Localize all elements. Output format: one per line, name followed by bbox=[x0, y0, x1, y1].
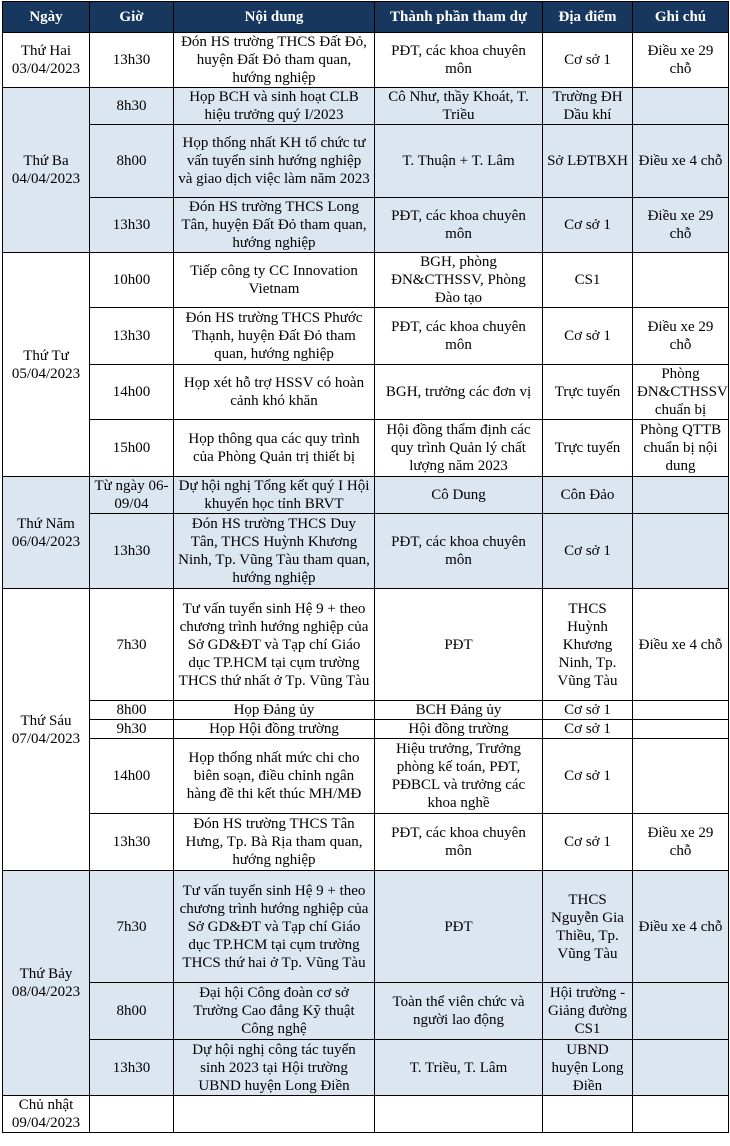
day-date: 03/04/2023 bbox=[11, 61, 81, 77]
note-cell bbox=[633, 1096, 729, 1133]
location-cell: Trực tuyến bbox=[543, 365, 633, 420]
time-cell: 7h30 bbox=[90, 589, 174, 701]
note-cell: Điều xe 4 chỗ bbox=[633, 871, 729, 983]
note-cell bbox=[633, 477, 729, 514]
attendees-cell: Cô Như, thầy Khoát, T. Triều bbox=[375, 88, 543, 125]
day-name: Thứ Ba bbox=[23, 153, 69, 169]
time-cell: 14h00 bbox=[90, 365, 174, 420]
day-name: Thứ Sáu bbox=[20, 712, 72, 729]
content-cell: Dự hội nghị công tác tuyển sinh 2023 tại Hội trường UBND huyện Long Điền bbox=[174, 1040, 375, 1096]
day-cell bbox=[3, 33, 90, 88]
schedule-row bbox=[3, 365, 729, 420]
location-cell: Sở LĐTBXH bbox=[543, 125, 633, 198]
attendees-cell: PĐT, các khoa chuyên môn bbox=[375, 198, 543, 253]
content-cell: Tư vấn tuyển sinh Hệ 9 + theo chương trình hướng nghiệp của Sở GD&ĐT và Tạp chí Giáo dục TP.HCM tại cụm trường THCS thứ nhất ở Tp. Vũng Tàu bbox=[174, 589, 375, 701]
schedule-row bbox=[3, 33, 729, 88]
time-cell: 8h00 bbox=[90, 125, 174, 198]
schedule-row bbox=[3, 198, 729, 253]
time-cell: 14h00 bbox=[90, 739, 174, 814]
schedule-row bbox=[3, 253, 729, 308]
attendees-cell: BCH Đảng ủy bbox=[375, 701, 543, 720]
time-cell: 13h30 bbox=[90, 308, 174, 365]
time-cell: 15h00 bbox=[90, 420, 174, 477]
day-date: 06/04/2023 bbox=[11, 533, 81, 550]
location-cell: Cơ sở 1 bbox=[543, 514, 633, 589]
location-cell: THCS Nguyễn Gia Thiều, Tp. Vũng Tàu bbox=[543, 871, 633, 983]
time-cell: 13h30 bbox=[90, 814, 174, 871]
day-cell bbox=[3, 589, 90, 871]
day-name: Thứ Bảy bbox=[19, 966, 73, 982]
time-cell: 7h30 bbox=[90, 871, 174, 983]
attendees-cell: Hội đồng trường bbox=[375, 720, 543, 739]
day-name: Thứ Tư bbox=[23, 347, 69, 364]
attendees-cell: Cô Dung bbox=[375, 477, 543, 514]
note-cell bbox=[633, 720, 729, 739]
content-cell: Đón HS trường THCS Duy Tân, THCS Huỳnh Khương Ninh, Tp. Vũng Tàu tham quan, hướng nghiệp bbox=[174, 514, 375, 589]
note-cell: Phòng QTTB chuẩn bị nội dung bbox=[633, 420, 729, 477]
time-cell: 13h30 bbox=[90, 514, 174, 589]
day-name: Thứ Hai bbox=[20, 43, 72, 59]
schedule-body bbox=[3, 33, 729, 1133]
schedule-row bbox=[3, 814, 729, 871]
note-cell bbox=[633, 253, 729, 308]
schedule-row bbox=[3, 983, 729, 1040]
schedule-row bbox=[3, 739, 729, 814]
content-cell: Họp Đảng ủy bbox=[174, 701, 375, 720]
time-cell: 8h00 bbox=[90, 983, 174, 1040]
attendees-cell: T. Triều, T. Lâm bbox=[375, 1040, 543, 1096]
attendees-cell: T. Thuận + T. Lâm bbox=[375, 125, 543, 198]
schedule-row bbox=[3, 871, 729, 983]
time-cell: 8h00 bbox=[90, 701, 174, 720]
note-cell bbox=[633, 1040, 729, 1096]
note-cell bbox=[633, 739, 729, 814]
schedule-row bbox=[3, 720, 729, 739]
day-name: Chủ nhật bbox=[18, 1097, 74, 1113]
location-cell: Cơ sở 1 bbox=[543, 814, 633, 871]
time-cell: 13h30 bbox=[90, 198, 174, 253]
day-date: 05/04/2023 bbox=[11, 365, 81, 382]
attendees-cell: Toàn thể viên chức và người lao động bbox=[375, 983, 543, 1040]
content-cell: Đón HS trường THCS Đất Đỏ, huyện Đất Đỏ tham quan, hướng nghiệp bbox=[174, 33, 375, 88]
content-cell: Họp thống nhất KH tổ chức tư vấn tuyển sinh hướng nghiệp và giao dịch việc làm năm 2023 bbox=[174, 125, 375, 198]
content-cell: Đón HS trường THCS Long Tân, huyện Đất Đỏ tham quan, hướng nghiệp bbox=[174, 198, 375, 253]
attendees-cell: PĐT, các khoa chuyên môn bbox=[375, 308, 543, 365]
location-cell bbox=[543, 1096, 633, 1133]
note-cell bbox=[633, 514, 729, 589]
header-time: Giờ bbox=[90, 2, 174, 33]
location-cell: Trực tuyến bbox=[543, 420, 633, 477]
time-cell bbox=[90, 1096, 174, 1133]
schedule-row bbox=[3, 308, 729, 365]
content-cell: Tư vấn tuyển sinh Hệ 9 + theo chương trình hướng nghiệp của Sở GD&ĐT và Tạp chí Giáo dục TP.HCM tại cụm trường THCS thứ hai ở Tp. Vũng Tàu bbox=[174, 871, 375, 983]
schedule-row bbox=[3, 589, 729, 701]
day-cell bbox=[3, 1096, 90, 1133]
schedule-row bbox=[3, 514, 729, 589]
attendees-cell: Hội đồng thẩm định các quy trình Quản lý chất lượng năm 2023 bbox=[375, 420, 543, 477]
note-cell bbox=[633, 88, 729, 125]
header-attendees: Thành phần tham dự bbox=[375, 2, 543, 33]
content-cell: Đón HS trường THCS Phước Thạnh, huyện Đất Đỏ tham quan, hướng nghiệp bbox=[174, 308, 375, 365]
content-cell: Họp Hội đồng trường bbox=[174, 720, 375, 739]
location-cell: Côn Đảo bbox=[543, 477, 633, 514]
time-cell: 9h30 bbox=[90, 720, 174, 739]
note-cell: Điều xe 4 chỗ bbox=[633, 589, 729, 701]
content-cell: Họp BCH và sinh hoạt CLB hiệu trưởng quý I/2023 bbox=[174, 88, 375, 125]
attendees-cell bbox=[375, 1096, 543, 1133]
day-date: 08/04/2023 bbox=[11, 984, 81, 1000]
note-cell: Điều xe 29 chỗ bbox=[633, 198, 729, 253]
content-cell: Dự hội nghị Tổng kết quý I Hội khuyến học tỉnh BRVT bbox=[174, 477, 375, 514]
time-cell: 13h30 bbox=[90, 33, 174, 88]
attendees-cell: PĐT, các khoa chuyên môn bbox=[375, 814, 543, 871]
day-cell bbox=[3, 477, 90, 589]
header-content: Nội dung bbox=[174, 2, 375, 33]
location-cell: Trường ĐH Dầu khí bbox=[543, 88, 633, 125]
attendees-cell: BGH, phòng ĐN&CTHSSV, Phòng Đào tạo bbox=[375, 253, 543, 308]
location-cell: Cơ sở 1 bbox=[543, 308, 633, 365]
schedule-row bbox=[3, 1096, 729, 1133]
time-cell: 8h30 bbox=[90, 88, 174, 125]
schedule-row bbox=[3, 88, 729, 125]
header-day: Ngày bbox=[3, 2, 90, 33]
note-cell: Điều xe 29 chỗ bbox=[633, 814, 729, 871]
note-cell: Điều xe 29 chỗ bbox=[633, 308, 729, 365]
location-cell: THCS Huỳnh Khương Ninh, Tp. Vũng Tàu bbox=[543, 589, 633, 701]
note-cell: Điều xe 29 chỗ bbox=[633, 33, 729, 88]
header-location: Địa điểm bbox=[543, 2, 633, 33]
weekly-schedule-table bbox=[2, 1, 729, 1133]
location-cell: Cơ sở 1 bbox=[543, 33, 633, 88]
content-cell: Tiếp công ty CC Innovation Vietnam bbox=[174, 253, 375, 308]
attendees-cell: PĐT bbox=[375, 871, 543, 983]
schedule-row bbox=[3, 420, 729, 477]
location-cell: Cơ sở 1 bbox=[543, 739, 633, 814]
time-cell: Từ ngày 06-09/04 bbox=[90, 477, 174, 514]
day-name: Thứ Năm bbox=[17, 515, 75, 532]
time-cell: 10h00 bbox=[90, 253, 174, 308]
attendees-cell: BGH, trưởng các đơn vị bbox=[375, 365, 543, 420]
location-cell: Cơ sở 1 bbox=[543, 198, 633, 253]
schedule-row bbox=[3, 1040, 729, 1096]
note-cell: Điều xe 4 chỗ bbox=[633, 125, 729, 198]
location-cell: Cơ sở 1 bbox=[543, 701, 633, 720]
attendees-cell: PĐT, các khoa chuyên môn bbox=[375, 514, 543, 589]
location-cell: CS1 bbox=[543, 253, 633, 308]
note-cell bbox=[633, 983, 729, 1040]
schedule-row bbox=[3, 477, 729, 514]
header-row bbox=[3, 2, 729, 33]
content-cell: Họp thống nhất mức chi cho biên soạn, điều chỉnh ngân hàng đề thi kết thúc MH/MĐ bbox=[174, 739, 375, 814]
location-cell: Cơ sở 1 bbox=[543, 720, 633, 739]
day-cell bbox=[3, 88, 90, 253]
schedule-row bbox=[3, 701, 729, 720]
location-cell: UBND huyện Long Điền bbox=[543, 1040, 633, 1096]
attendees-cell: Hiệu trưởng, Trưởng phòng kế toán, PĐT, PĐBCL và trưởng các khoa nghề bbox=[375, 739, 543, 814]
header-note: Ghi chú bbox=[633, 2, 729, 33]
day-date: 04/04/2023 bbox=[11, 171, 81, 187]
note-cell: Phòng ĐN&CTHSSV chuẩn bị bbox=[633, 365, 729, 420]
schedule-row bbox=[3, 125, 729, 198]
note-cell bbox=[633, 701, 729, 720]
content-cell: Đón HS trường THCS Tân Hưng, Tp. Bà Rịa tham quan, hướng nghiệp bbox=[174, 814, 375, 871]
day-cell bbox=[3, 253, 90, 477]
day-date: 07/04/2023 bbox=[11, 730, 81, 747]
location-cell: Hội trường - Giảng đường CS1 bbox=[543, 983, 633, 1040]
attendees-cell: PĐT, các khoa chuyên môn bbox=[375, 33, 543, 88]
content-cell: Đại hội Công đoàn cơ sở Trường Cao đẳng Kỹ thuật Công nghệ bbox=[174, 983, 375, 1040]
content-cell bbox=[174, 1096, 375, 1133]
content-cell: Họp xét hỗ trợ HSSV có hoàn cảnh khó khăn bbox=[174, 365, 375, 420]
day-date: 09/04/2023 bbox=[11, 1115, 81, 1131]
day-cell bbox=[3, 871, 90, 1096]
content-cell: Họp thông qua các quy trình của Phòng Quản trị thiết bị bbox=[174, 420, 375, 477]
attendees-cell: PĐT bbox=[375, 589, 543, 701]
time-cell: 13h30 bbox=[90, 1040, 174, 1096]
